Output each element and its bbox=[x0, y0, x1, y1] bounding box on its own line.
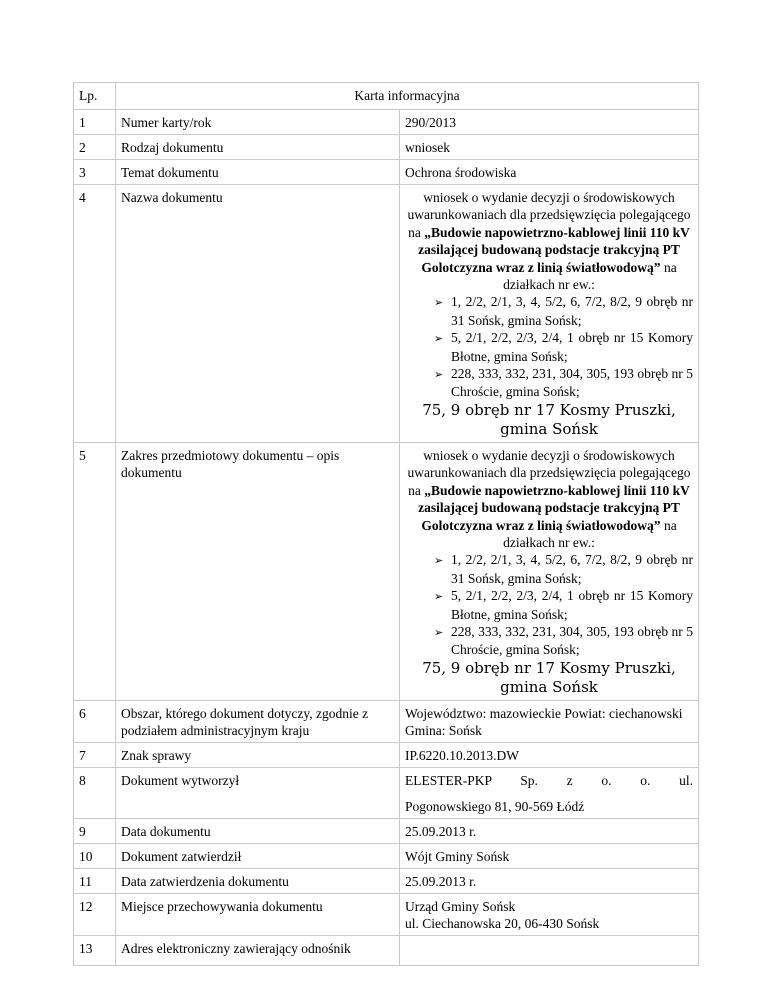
table-row bbox=[74, 893, 699, 935]
row-number: 7 bbox=[74, 742, 116, 767]
project-name: „Budowie napowietrzno-kablowej linii 110 kV zasilającej budowaną podstacje trakcyjną PT Golotczyzna wraz z linią światłowodową” bbox=[418, 482, 690, 533]
row-number: 4 bbox=[74, 185, 116, 443]
row-label: Znak sprawy bbox=[116, 742, 400, 767]
table-row bbox=[74, 160, 699, 185]
document-description bbox=[400, 185, 699, 443]
row-label: Data zatwierdzenia dokumentu bbox=[116, 868, 400, 893]
table-row bbox=[74, 767, 699, 818]
row-value bbox=[400, 935, 699, 965]
row-value: 25.09.2013 r. bbox=[400, 818, 699, 843]
parcel-list-item: ➢ 5, 2/1, 2/2, 2/3, 2/4, 1 obręb nr 15 Komory Błotne, gmina Sońsk; bbox=[434, 588, 694, 622]
row-value: IP.6220.10.2013.DW bbox=[400, 742, 699, 767]
arrow-bullet-icon: ➢ bbox=[434, 296, 444, 310]
arrow-bullet-icon: ➢ bbox=[434, 332, 444, 346]
row-number: 1 bbox=[74, 110, 116, 135]
lp-header: Lp. bbox=[74, 83, 116, 110]
row-label: Dokument wytworzył bbox=[116, 767, 400, 818]
description-text: wniosek o wydanie decyzji o środowiskowych uwarunkowaniach dla przedsięwzięcia polegającego na „Budowie napowietrzno-kablowej linii 110 kV zasilającej budowaną podstacje trakcyjną PT Golotczyzna wraz z linią światłowodową” na działkach nr ew.: bbox=[407, 190, 691, 293]
header-row bbox=[74, 83, 699, 110]
row-number: 5 bbox=[74, 442, 116, 700]
arrow-bullet-icon: ➢ bbox=[434, 368, 444, 382]
row-label: Adres elektroniczny zawierający odnośnik bbox=[116, 935, 400, 965]
row-value: Wójt Gminy Sońsk bbox=[400, 843, 699, 868]
information-card-table bbox=[73, 82, 699, 966]
parcel-last-line: 75, 9 obręb nr 17 Kosmy Pruszki, gmina Sońsk bbox=[422, 658, 676, 696]
row-value: wniosek bbox=[400, 135, 699, 160]
row-label: Temat dokumentu bbox=[116, 160, 400, 185]
row-number: 8 bbox=[74, 767, 116, 818]
document-description bbox=[400, 442, 699, 700]
row-value: 290/2013 bbox=[400, 110, 699, 135]
table-row bbox=[74, 935, 699, 965]
row-label: Dokument zatwierdził bbox=[116, 843, 400, 868]
row-value: 25.09.2013 r. bbox=[400, 868, 699, 893]
row-number: 3 bbox=[74, 160, 116, 185]
storage-office: Urząd Gminy Sońsk bbox=[405, 898, 516, 914]
parcel-list-item: ➢ 228, 333, 332, 231, 304, 305, 193 obręb nr 5 Chroście, gmina Sońsk; bbox=[434, 366, 694, 400]
parcel-list-item: ➢ 228, 333, 332, 231, 304, 305, 193 obręb nr 5 Chroście, gmina Sońsk; bbox=[434, 623, 694, 658]
row-number: 9 bbox=[74, 818, 116, 843]
row-label: Data dokumentu bbox=[116, 818, 400, 843]
row-label: Zakres przedmiotowy dokumentu – opis dokumentu bbox=[116, 442, 400, 700]
producer-address: Pogonowskiego 81, 90-569 Łódź bbox=[405, 798, 585, 814]
table-row bbox=[74, 442, 699, 700]
row-value: Ochrona środowiska bbox=[400, 160, 699, 185]
row-label: Rodzaj dokumentu bbox=[116, 135, 400, 160]
description-text: wniosek o wydanie decyzji o środowiskowych uwarunkowaniach dla przedsięwzięcia polegającego na „Budowie napowietrzno-kablowej linii 110 kV zasilającej budowaną podstacje trakcyjną PT Golotczyzna wraz z linią światłowodową” na działkach nr ew.: bbox=[407, 447, 691, 550]
row-value bbox=[400, 893, 699, 935]
row-label: Obszar, którego dokument dotyczy, zgodnie z podziałem administracyjnym kraju bbox=[116, 700, 400, 742]
row-number: 2 bbox=[74, 135, 116, 160]
table-row bbox=[74, 110, 699, 135]
row-number: 11 bbox=[74, 868, 116, 893]
producer-name: ELESTER-PKP Sp. z o. o. ul. bbox=[405, 772, 694, 788]
card-title: Karta informacyjna bbox=[116, 83, 699, 110]
row-label: Nazwa dokumentu bbox=[116, 185, 400, 443]
row-number: 10 bbox=[74, 843, 116, 868]
table-row bbox=[74, 135, 699, 160]
parcel-list-item: ➢ 5, 2/1, 2/2, 2/3, 2/4, 1 obręb nr 15 Komory Błotne, gmina Sońsk; bbox=[434, 330, 694, 364]
row-label: Numer karty/rok bbox=[116, 110, 400, 135]
parcel-list-item: ➢ 1, 2/2, 2/1, 3, 4, 5/2, 6, 7/2, 8/2, 9 obręb nr 31 Sońsk, gmina Sońsk; bbox=[434, 294, 694, 328]
arrow-bullet-icon: ➢ bbox=[434, 625, 444, 639]
parcel-last-line: 75, 9 obręb nr 17 Kosmy Pruszki, gmina Sońsk bbox=[422, 400, 676, 438]
arrow-bullet-icon: ➢ bbox=[434, 554, 444, 568]
parcel-list-item: ➢ 1, 2/2, 2/1, 3, 4, 5/2, 6, 7/2, 8/2, 9 obręb nr 31 Sońsk, gmina Sońsk; bbox=[434, 552, 694, 586]
arrow-bullet-icon: ➢ bbox=[434, 590, 444, 604]
row-value: Województwo: mazowieckie Powiat: ciechanowski Gmina: Sońsk bbox=[400, 700, 699, 742]
table-row bbox=[74, 868, 699, 893]
row-label: Miejsce przechowywania dokumentu bbox=[116, 893, 400, 935]
table-row bbox=[74, 700, 699, 742]
row-number: 12 bbox=[74, 893, 116, 935]
project-name: „Budowie napowietrzno-kablowej linii 110 kV zasilającej budowaną podstacje trakcyjną PT Golotczyzna wraz z linią światłowodową” bbox=[418, 224, 690, 275]
table-row bbox=[74, 818, 699, 843]
row-value bbox=[400, 767, 699, 818]
row-number: 13 bbox=[74, 935, 116, 965]
row-number: 6 bbox=[74, 700, 116, 742]
table-row bbox=[74, 742, 699, 767]
storage-address: ul. Ciechanowska 20, 06-430 Sońsk bbox=[405, 915, 600, 931]
table-row bbox=[74, 843, 699, 868]
table-row bbox=[74, 185, 699, 443]
